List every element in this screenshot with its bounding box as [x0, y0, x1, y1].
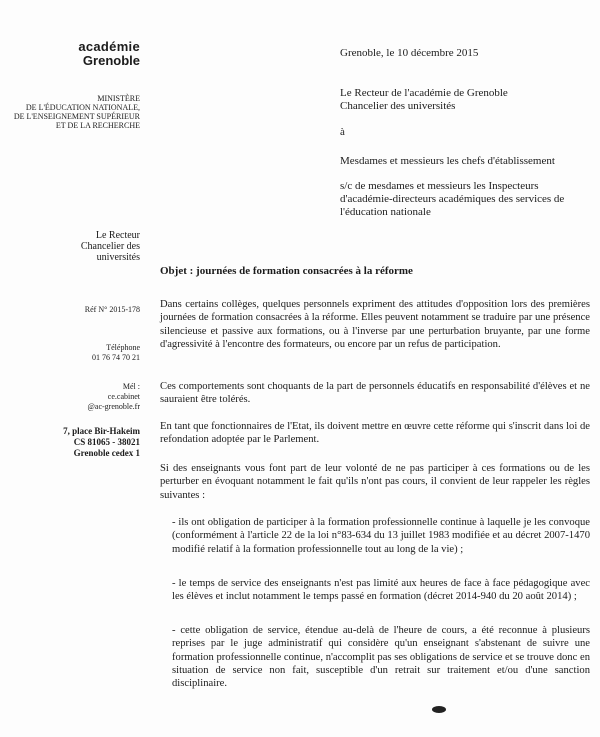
sender-line: Le Recteur de l'académie de Grenoble	[340, 87, 508, 99]
ministry-name	[0, 94, 140, 130]
copy-to: s/c de mesdames et messieurs les Inspecteurs d'académie-directeurs académiques des services de l'éducation nationale	[340, 180, 565, 218]
letter-date: Grenoble, le 10 décembre 2015	[340, 47, 479, 59]
email-block	[0, 382, 140, 412]
logo-line-2: Grenoble	[82, 53, 140, 68]
telephone-value: 01 76 74 70 21	[92, 353, 140, 362]
paragraph-4: Si des enseignants vous font part de leur volonté de ne pas participer à ces formations ou de les perturber en évoquant notamment le fait qu'ils n'ont pas cours, il convient de leur rappeler les règles suivantes :	[160, 463, 590, 501]
email-label: Mél :	[122, 382, 140, 391]
ministry-line: MINISTÈRE	[97, 94, 140, 103]
address-line: CS 81065 - 38021	[73, 437, 140, 447]
email-line: @ac-grenoble.fr	[87, 402, 140, 411]
rule-item-2: - le temps de service des enseignants n'est pas limité aux heures de face à face pédagogique avec les élèves et inclut notamment le temps passé en formation (décret 2014-940 du 20 août 2014) ;	[172, 578, 590, 603]
sender-block	[340, 87, 590, 113]
email-line: ce.cabinet	[107, 392, 140, 401]
reference-number	[0, 305, 140, 315]
letter-object: Objet : journées de formation consacrées à la réforme	[160, 265, 413, 277]
academy-logo	[0, 40, 140, 68]
addressee: Mesdames et messieurs les chefs d'établissement	[340, 155, 555, 167]
signatory-line: Le Recteur	[95, 230, 140, 241]
reference-text: Réf N° 2015-178	[84, 305, 140, 314]
paragraph-3: En tant que fonctionnaires de l'Etat, ils doivent mettre en œuvre cette réforme qui s'inscrit dans loi de refondation adoptée par le Parlement.	[160, 421, 590, 446]
telephone-block	[0, 343, 140, 363]
paragraph-1: Dans certains collèges, quelques personnels expriment des attitudes d'opposition lors des premières journées de formation consacrées à la réforme. Elles peuvent notamment se traduire par une présence silencieuse et passive aux formations, ou à l'inverse par une perturbation bruyante, par une forme d'agressivité à l'encontre des formateurs, ou encore par un refus de participation.	[160, 299, 590, 350]
rule-item-3: - cette obligation de service, étendue au-delà de l'heure de cours, a été reconnue à plusieurs reprises par le juge administratif qui considère qu'un enseignant s'abstenant de suivre une formation professionnelle continue, n'accomplit pas ses obligations de service et se trouve donc en situation de service non fait, susceptible d'un retrait sur traitement et/ou d'une sanction disciplinaire.	[172, 625, 590, 690]
address-line: Grenoble cedex 1	[73, 448, 140, 458]
address-line: 7, place Bir-Hakeim	[63, 426, 140, 436]
ink-blot	[432, 706, 446, 713]
signatory-block	[0, 230, 140, 263]
paragraph-2: Ces comportements sont choquants de la part de personnels éducatifs en responsabilité d'élèves et ne sauraient être tolérés.	[160, 381, 590, 406]
to-label: à	[340, 126, 345, 138]
sender-line: Chancelier des universités	[340, 100, 456, 112]
logo-line-1: académie	[78, 39, 140, 54]
signatory-line: Chancelier des	[80, 241, 140, 252]
ministry-line: ET DE LA RECHERCHE	[55, 121, 140, 130]
rule-item-1: - ils ont obligation de participer à la formation professionnelle continue à laquelle je les convoque (conformément à l'article 22 de la loi n°83-634 du 13 juillet 1983 modifiée et au décret 2007-1470 modifié relatif à la formation professionnelle tout au long de la vie) ;	[172, 517, 590, 555]
ministry-line: DE L'ENSEIGNEMENT SUPÉRIEUR	[13, 112, 140, 121]
postal-address	[0, 426, 140, 459]
signatory-line: universités	[96, 252, 140, 263]
ministry-line: DE L'ÉDUCATION NATIONALE,	[25, 103, 140, 112]
telephone-label: Téléphone	[106, 343, 140, 352]
